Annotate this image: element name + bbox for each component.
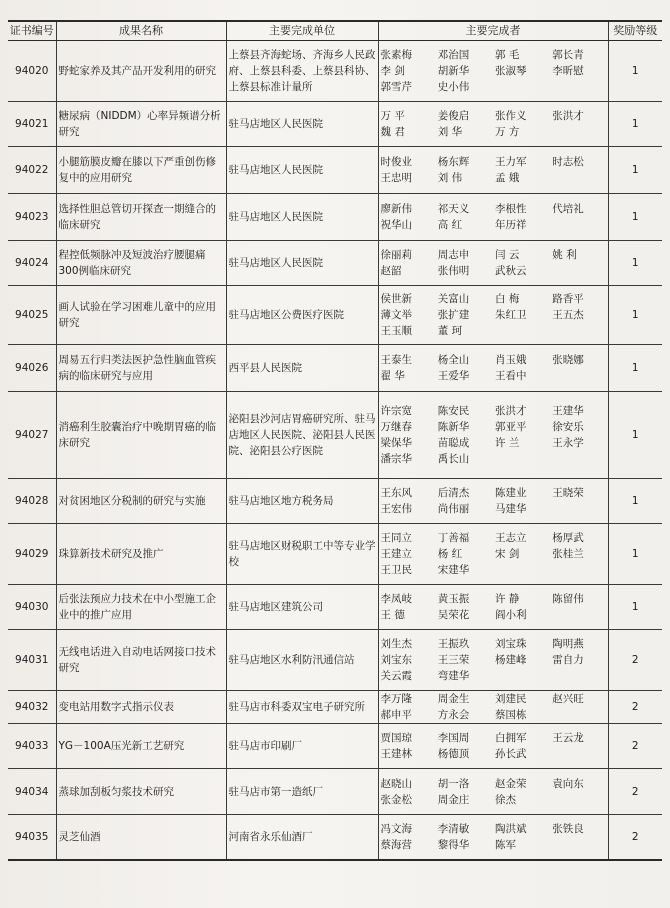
person-name: 张洪才: [495, 405, 527, 417]
person-name: 姚 利: [552, 249, 577, 261]
person-name: 尚伟丽: [437, 503, 470, 515]
person-name: 王建林: [380, 748, 412, 760]
table-row: [8, 524, 662, 585]
award-grade: 1: [608, 585, 662, 630]
person-name: 陈安民: [437, 405, 470, 417]
award-grade: 2: [608, 724, 662, 769]
person-name: 禹长山: [437, 453, 470, 465]
cert-number: 94022: [8, 147, 56, 194]
person-name: 郭 毛: [495, 49, 520, 61]
completion-people: [378, 815, 608, 860]
cert-number: 94026: [8, 345, 56, 392]
achievement-name: 选择性胆总管切开探查一期缝合的临床研究: [56, 194, 226, 241]
person-name: 路香平: [552, 293, 584, 305]
person-name: 许 静: [495, 593, 520, 605]
award-grade: 1: [608, 41, 662, 102]
achievement-name: 变电站用数字式指示仪表: [56, 691, 226, 724]
person-name: 梁保华: [380, 437, 412, 449]
person-name: 张素梅: [380, 49, 412, 61]
person-name: 蔡海营: [380, 838, 412, 851]
person-name: 王玉顺: [380, 325, 412, 337]
person-name: 杨全山: [437, 354, 470, 366]
person-name: 陶洪斌: [495, 822, 527, 835]
person-name: 李昕慰: [552, 65, 584, 77]
person-name: 许宗宽: [380, 405, 412, 417]
person-name: 李根性: [495, 203, 527, 215]
person-name: 宋建华: [437, 564, 470, 576]
person-name: 陈新华: [437, 421, 470, 433]
completion-unit: 驻马店地区人民医院: [226, 194, 378, 241]
person-name: 关云霞: [380, 670, 412, 682]
person-name: 白 梅: [495, 293, 520, 305]
table-row: [8, 630, 662, 691]
person-name: 张扩建: [437, 309, 470, 321]
person-name: 高 红: [437, 219, 463, 231]
completion-people: [378, 102, 608, 147]
award-grade: 1: [608, 345, 662, 392]
person-name: 王建立: [380, 548, 412, 560]
person-name: 王同立: [380, 532, 412, 544]
table-header-row: [8, 21, 662, 41]
completion-unit: 驻马店地区地方税务局: [226, 479, 378, 524]
person-name: 陈留伟: [552, 593, 584, 605]
completion-people: [378, 241, 608, 286]
completion-people: [378, 524, 608, 585]
achievement-name: 野蛇家养及其产品开发利用的研究: [56, 41, 226, 102]
achievement-name: 画人试验在学习困难儿童中的应用研究: [56, 286, 226, 345]
award-grade: 1: [608, 479, 662, 524]
person-name: 王看中: [495, 370, 527, 382]
person-name: 白拥军: [495, 732, 527, 744]
person-name: 代培礼: [552, 203, 584, 215]
award-grade: 1: [608, 102, 662, 147]
table-row: [8, 345, 662, 392]
person-name: 宋 剑: [495, 548, 520, 560]
completion-unit: 河南省永乐仙酒厂: [226, 815, 378, 860]
header-name: 成果名称: [56, 21, 226, 41]
person-name: 李 剑: [380, 65, 405, 77]
achievement-name: 消癌利生胶囊治疗中晚期胃癌的临床研究: [56, 392, 226, 479]
header-id: 证书编号: [8, 21, 56, 41]
person-name: 陶明燕: [552, 638, 584, 650]
cert-number: 94023: [8, 194, 56, 241]
award-grade: 1: [608, 194, 662, 241]
people-names: [381, 291, 606, 339]
person-name: 王志立: [495, 532, 527, 544]
person-name: 史小伟: [437, 81, 470, 93]
completion-people: [378, 345, 608, 392]
table-row: [8, 194, 662, 241]
people-names: [381, 247, 606, 279]
person-name: 孟 娥: [495, 172, 520, 184]
person-name: 王东风: [380, 487, 412, 499]
person-name: 董 珂: [437, 325, 463, 337]
person-name: 张洪才: [552, 110, 584, 122]
people-names: [381, 530, 606, 578]
cert-number: 94031: [8, 630, 56, 691]
person-name: 贾国琼: [380, 732, 412, 744]
completion-people: [378, 585, 608, 630]
people-names: [381, 108, 606, 140]
achievement-name: 无线电话进入自动电话网接口技术研究: [56, 630, 226, 691]
person-name: 潘宗华: [380, 453, 412, 465]
person-name: 王五杰: [552, 309, 584, 321]
completion-unit: 驻马店地区财税职工中等专业学校: [226, 524, 378, 585]
person-name: 时志松: [552, 156, 584, 168]
person-name: 陈军: [495, 838, 516, 851]
person-name: 王卫民: [380, 564, 412, 576]
completion-unit: 上蔡县齐海蛇场、齐海乡人民政府、上蔡县科委、上蔡县科协、上蔡县标准计量所: [226, 41, 378, 102]
person-name: 王振玖: [437, 638, 470, 650]
person-name: 黎得华: [437, 838, 470, 851]
person-name: 郭雪芹: [380, 81, 412, 93]
person-name: 李凤岐: [380, 593, 412, 605]
person-name: 徐安乐: [552, 421, 584, 433]
achievement-name: 对贫困地区分税制的研究与实施: [56, 479, 226, 524]
awards-table: [8, 20, 662, 861]
person-name: 胡一洛: [437, 777, 470, 790]
cert-number: 94024: [8, 241, 56, 286]
cert-number: 94029: [8, 524, 56, 585]
achievement-name: 糖尿病（NIDDM）心率异频谱分析研究: [56, 102, 226, 147]
person-name: 阎小利: [495, 609, 527, 621]
cert-number: 94033: [8, 724, 56, 769]
people-names: [381, 776, 606, 808]
person-name: 张作义: [495, 110, 527, 122]
completion-unit: 驻马店市科委双宝电子研究所: [226, 691, 378, 724]
completion-unit: 驻马店地区建筑公司: [226, 585, 378, 630]
table-row: [8, 41, 662, 102]
person-name: 袁向东: [552, 777, 584, 790]
people-names: [381, 403, 606, 467]
completion-people: [378, 724, 608, 769]
cert-number: 94027: [8, 392, 56, 479]
person-name: 陈建业: [495, 487, 527, 499]
people-names: [381, 821, 606, 853]
person-name: 年历祥: [495, 219, 527, 231]
completion-unit: 驻马店地区水利防汛通信站: [226, 630, 378, 691]
person-name: 时俊业: [380, 156, 412, 168]
person-name: 冯文海: [380, 822, 412, 835]
cert-number: 94030: [8, 585, 56, 630]
person-name: 万 平: [380, 110, 405, 122]
completion-people: [378, 392, 608, 479]
person-name: 王力军: [495, 156, 527, 168]
person-name: 郝申平: [380, 709, 412, 721]
person-name: 周金庄: [437, 793, 470, 806]
person-name: 张金松: [380, 793, 412, 806]
completion-people: [378, 691, 608, 724]
completion-unit: 驻马店市第一造纸厂: [226, 769, 378, 815]
award-grade: 2: [608, 769, 662, 815]
completion-unit: 驻马店地区人民医院: [226, 241, 378, 286]
award-grade: 2: [608, 630, 662, 691]
award-grade: 2: [608, 815, 662, 860]
table-row: [8, 585, 662, 630]
person-name: 魏 君: [380, 126, 405, 138]
person-name: 马建华: [495, 503, 527, 515]
completion-unit: 驻马店地区人民医院: [226, 147, 378, 194]
achievement-name: 程控低频脉冲及短波治疗腰腿痛300例临床研究: [56, 241, 226, 286]
table-row: [8, 769, 662, 815]
person-name: 孙长武: [495, 748, 527, 760]
person-name: 苗聪成: [437, 437, 470, 449]
table-row: [8, 691, 662, 724]
person-name: 周志申: [437, 249, 470, 261]
achievement-name: 灵芝仙酒: [56, 815, 226, 860]
table-row: [8, 102, 662, 147]
person-name: 李清敏: [437, 822, 470, 835]
award-grade: 1: [608, 524, 662, 585]
person-name: 徐杰: [495, 793, 516, 806]
person-name: 方永会: [437, 709, 470, 721]
cert-number: 94028: [8, 479, 56, 524]
cert-number: 94034: [8, 769, 56, 815]
person-name: 杨厚武: [552, 532, 584, 544]
cert-number: 94020: [8, 41, 56, 102]
person-name: 黄玉振: [437, 593, 470, 605]
person-name: 薄文举: [380, 309, 412, 321]
person-name: 张淑琴: [495, 65, 527, 77]
achievement-name: 小腿筋膜皮瓣在膝以下严重创伤修复中的应用研究: [56, 147, 226, 194]
completion-people: [378, 147, 608, 194]
table-row: [8, 286, 662, 345]
person-name: 雷自力: [552, 654, 584, 666]
person-name: 闫 云: [495, 249, 520, 261]
person-name: 郭亚平: [495, 421, 527, 433]
person-name: 姜俊启: [437, 110, 470, 122]
person-name: 周金生: [437, 693, 470, 705]
person-name: 刘宝珠: [495, 638, 527, 650]
award-grade: 1: [608, 241, 662, 286]
person-name: 刘 华: [437, 126, 463, 138]
person-name: 王爱华: [437, 370, 470, 382]
people-names: [381, 154, 606, 186]
person-name: 刘生杰: [380, 638, 412, 650]
award-grade: 2: [608, 691, 662, 724]
achievement-name: YG－100A压光新工艺研究: [56, 724, 226, 769]
person-name: 肖玉娥: [495, 354, 527, 366]
achievement-name: 后张法预应力技术在中小型施工企业中的推广应用: [56, 585, 226, 630]
person-name: 郭长青: [552, 49, 584, 61]
completion-people: [378, 479, 608, 524]
person-name: 杨德顶: [437, 748, 470, 760]
table-row: [8, 147, 662, 194]
completion-people: [378, 630, 608, 691]
person-name: 王永学: [552, 437, 584, 449]
person-name: 弯建华: [437, 670, 470, 682]
person-name: 徐丽莉: [380, 249, 412, 261]
people-names: [381, 691, 606, 723]
achievement-name: 珠算新技术研究及推广: [56, 524, 226, 585]
header-unit: 主要完成单位: [226, 21, 378, 41]
person-name: 王忠明: [380, 172, 412, 184]
people-names: [381, 485, 606, 517]
person-name: 李万隆: [380, 693, 412, 705]
people-names: [381, 352, 606, 384]
person-name: 刘 伟: [437, 172, 463, 184]
person-name: 张晓娜: [552, 354, 584, 366]
person-name: 武秋云: [495, 265, 527, 277]
award-grade: 1: [608, 286, 662, 345]
completion-people: [378, 41, 608, 102]
completion-unit: 泌阳县沙河店胃癌研究所、驻马店地区人民医院、泌阳县人民医院、泌阳县公疗医院: [226, 392, 378, 479]
people-names: [381, 591, 606, 623]
people-names: [381, 47, 606, 95]
table-row: [8, 479, 662, 524]
person-name: 杨 红: [437, 548, 463, 560]
award-grade: 1: [608, 392, 662, 479]
person-name: 祝华山: [380, 219, 412, 231]
person-name: 杨建峰: [495, 654, 527, 666]
person-name: 李国周: [437, 732, 470, 744]
person-name: 关富山: [437, 293, 470, 305]
person-name: 朱红卫: [495, 309, 527, 321]
person-name: 胡新华: [437, 65, 470, 77]
person-name: 万 方: [495, 126, 520, 138]
person-name: 赵兴旺: [552, 693, 584, 705]
person-name: 王三荣: [437, 654, 470, 666]
person-name: 王云龙: [552, 732, 584, 744]
person-name: 王 德: [380, 609, 405, 621]
cert-number: 94021: [8, 102, 56, 147]
completion-unit: 驻马店地区公费医疗医院: [226, 286, 378, 345]
person-name: 王泰生: [380, 354, 412, 366]
person-name: 蔡国栋: [495, 709, 527, 721]
person-name: 刘宝东: [380, 654, 412, 666]
completion-unit: 西平县人民医院: [226, 345, 378, 392]
person-name: 侯世新: [380, 293, 412, 305]
person-name: 王晓荣: [552, 487, 584, 499]
person-name: 吴荣花: [437, 609, 470, 621]
people-names: [381, 730, 606, 762]
person-name: 张伟明: [437, 265, 470, 277]
achievement-name: 周易五行归类法医护急性脑血管疾病的临床研究与应用: [56, 345, 226, 392]
person-name: 丁善福: [437, 532, 470, 544]
person-name: 许 兰: [495, 437, 520, 449]
person-name: 赵韶: [380, 265, 402, 277]
person-name: 刘建民: [495, 693, 527, 705]
completion-people: [378, 286, 608, 345]
completion-people: [378, 194, 608, 241]
completion-unit: 驻马店市印刷厂: [226, 724, 378, 769]
person-name: 赵晓山: [380, 777, 412, 790]
person-name: 张铁良: [552, 822, 584, 835]
people-names: [381, 636, 606, 684]
completion-unit: 驻马店地区人民医院: [226, 102, 378, 147]
table-row: [8, 241, 662, 286]
header-people: 主要完成者: [378, 21, 608, 41]
table-row: [8, 392, 662, 479]
person-name: 廖新伟: [380, 203, 412, 215]
person-name: 赵金荣: [495, 777, 527, 790]
person-name: 邓治国: [437, 49, 470, 61]
person-name: 翟 华: [380, 370, 405, 382]
header-grade: 奖励等级: [608, 21, 662, 41]
person-name: 张桂兰: [552, 548, 584, 560]
cert-number: 94025: [8, 286, 56, 345]
cert-number: 94032: [8, 691, 56, 724]
person-name: 后清杰: [437, 487, 470, 499]
person-name: 杨东辉: [437, 156, 470, 168]
table-body: [8, 41, 662, 860]
person-name: 祁天义: [437, 203, 470, 215]
people-names: [381, 201, 606, 233]
table-row: [8, 724, 662, 769]
achievement-name: 蒸球加刮板匀浆技术研究: [56, 769, 226, 815]
completion-people: [378, 769, 608, 815]
cert-number: 94035: [8, 815, 56, 860]
person-name: 王宏伟: [380, 503, 412, 515]
person-name: 王建华: [552, 405, 584, 417]
table-row: [8, 815, 662, 860]
person-name: 万继春: [380, 421, 412, 433]
award-grade: 1: [608, 147, 662, 194]
